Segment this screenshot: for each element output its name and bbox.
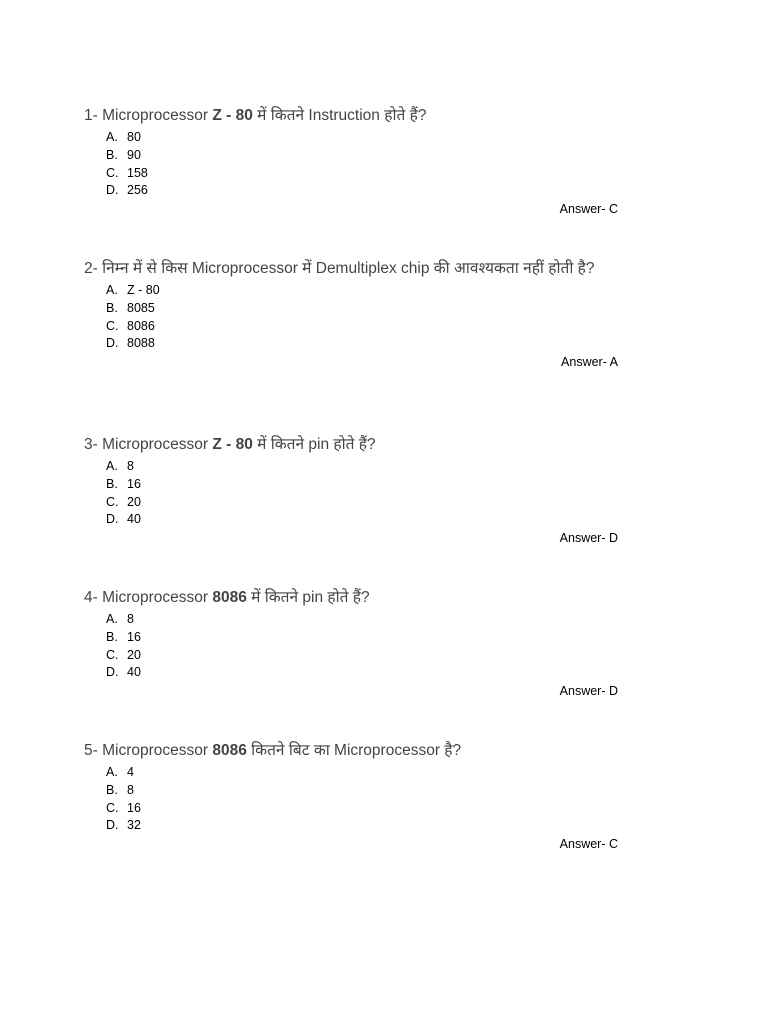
option-b [106, 147, 618, 165]
option-d [106, 664, 618, 682]
option-text: 8 [127, 782, 134, 797]
option-letter: A. [106, 459, 118, 473]
option-letter: D. [106, 512, 119, 527]
option-letter: A. [106, 765, 118, 779]
option-text: 16 [127, 629, 141, 644]
question-pre: Microprocessor [102, 436, 209, 453]
option-letter: C. [106, 318, 119, 333]
option-b [106, 782, 618, 800]
option-a [106, 764, 618, 782]
option-c [106, 494, 618, 512]
option-letter: A. [106, 130, 118, 144]
options-list [84, 458, 618, 529]
option-text: 32 [127, 818, 141, 833]
question-post: में कितने Instruction होते हैं? [257, 107, 427, 124]
answer-label: Answer- D [559, 531, 618, 546]
question-bold-term: Z - 80 [212, 107, 253, 124]
options-list [84, 282, 618, 353]
question-3-text [84, 434, 618, 456]
question-5-text [84, 740, 618, 762]
option-text: Z - 80 [127, 283, 160, 297]
option-c [106, 800, 618, 818]
option-text: 158 [127, 165, 148, 180]
option-d [106, 511, 618, 529]
answer-label: Answer- C [559, 202, 618, 217]
option-letter: C. [106, 165, 119, 180]
option-letter: C. [106, 800, 119, 815]
question-post: में कितने pin होते हैं? [251, 589, 370, 606]
question-4-text [84, 587, 618, 609]
question-5 [84, 740, 618, 853]
option-letter: A. [106, 612, 118, 626]
option-text: 256 [127, 183, 148, 198]
question-1 [84, 105, 618, 218]
question-number: 1- [84, 107, 98, 124]
question-bold-term: 8086 [212, 589, 247, 606]
option-c [106, 318, 618, 336]
option-text: 40 [127, 665, 141, 680]
question-bold-term: 8086 [212, 742, 247, 759]
question-3 [84, 434, 618, 547]
option-a [106, 129, 618, 147]
option-c [106, 647, 618, 665]
option-a [106, 611, 618, 629]
option-text: 16 [127, 800, 141, 815]
option-letter: D. [106, 818, 119, 833]
option-text: 8085 [127, 300, 155, 315]
option-letter: D. [106, 183, 119, 198]
question-pre: Microprocessor [102, 107, 209, 124]
option-text: 4 [127, 765, 134, 779]
option-letter: D. [106, 336, 119, 351]
option-text: 8 [127, 612, 134, 626]
option-text: 90 [127, 147, 141, 162]
options-list [84, 764, 618, 835]
option-d [106, 335, 618, 353]
question-number: 4- [84, 589, 98, 606]
option-text: 16 [127, 476, 141, 491]
option-a [106, 282, 618, 300]
option-letter: C. [106, 647, 119, 662]
option-letter: C. [106, 494, 119, 509]
option-text: 80 [127, 130, 141, 144]
option-letter: B. [106, 629, 118, 644]
options-list [84, 129, 618, 200]
option-a [106, 458, 618, 476]
option-d [106, 182, 618, 200]
option-c [106, 165, 618, 183]
option-text: 40 [127, 512, 141, 527]
answer-label: Answer- C [559, 837, 618, 852]
question-2 [84, 258, 618, 371]
option-letter: B. [106, 476, 118, 491]
option-text: 20 [127, 647, 141, 662]
question-pre: Microprocessor [102, 742, 209, 759]
option-b [106, 629, 618, 647]
question-2-text [84, 258, 618, 280]
option-text: 8088 [127, 336, 155, 351]
option-letter: B. [106, 782, 118, 797]
option-letter: A. [106, 283, 118, 297]
question-post: में कितने pin होते हैं? [257, 436, 376, 453]
options-list [84, 611, 618, 682]
option-b [106, 476, 618, 494]
option-letter: B. [106, 300, 118, 315]
question-1-text [84, 105, 618, 127]
question-4 [84, 587, 618, 700]
question-bold-term: Z - 80 [212, 436, 253, 453]
option-text: 20 [127, 494, 141, 509]
option-b [106, 300, 618, 318]
answer-label: Answer- D [559, 684, 618, 699]
question-number: 5- [84, 742, 98, 759]
option-letter: B. [106, 147, 118, 162]
option-letter: D. [106, 665, 119, 680]
option-text: 8 [127, 459, 134, 473]
question-post: कितने बिट का Microprocessor है? [251, 742, 462, 759]
question-number: 3- [84, 436, 98, 453]
question-number: 2- [84, 260, 98, 277]
question-pre: Microprocessor [102, 589, 209, 606]
option-d [106, 817, 618, 835]
option-text: 8086 [127, 318, 155, 333]
answer-label: Answer- A [561, 355, 618, 370]
question-pre: निम्न में से किस Microprocessor में Demultiplex chip की आवश्यकता नहीं होती है? [102, 260, 595, 277]
